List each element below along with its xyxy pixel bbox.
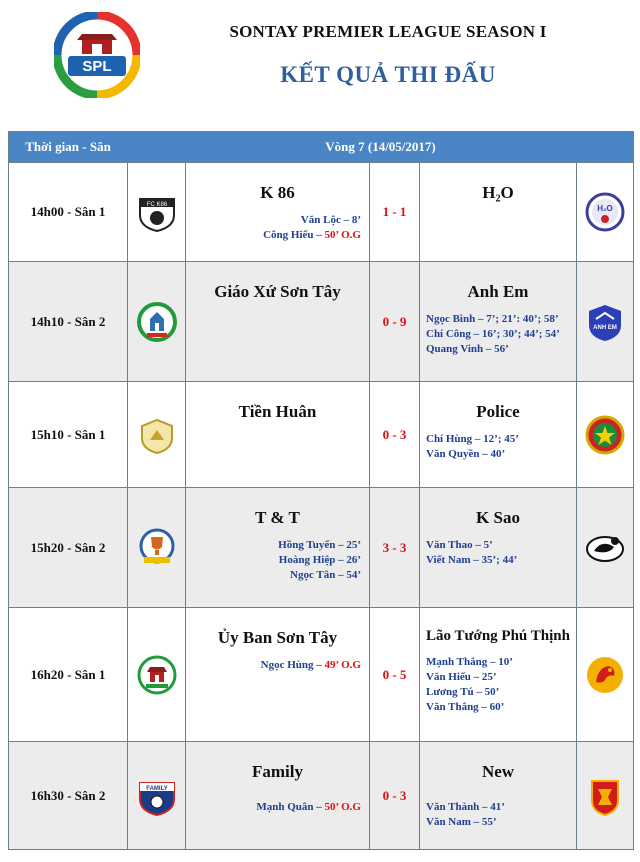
scorer: Văn Thắng – 60’ xyxy=(426,701,505,713)
match-row xyxy=(9,163,634,262)
home-team-name: Tiền Huân xyxy=(238,402,317,421)
match-time: 16h20 - Sân 1 xyxy=(9,608,128,742)
away-team-name: H₂O xyxy=(482,183,514,202)
home-team-name: T & T xyxy=(255,508,300,527)
home-team-name: Family xyxy=(252,762,303,781)
svg-text:FAMILY: FAMILY xyxy=(145,785,168,792)
new-crest-icon xyxy=(584,775,626,817)
away-scorers xyxy=(420,538,576,568)
match-time: 15h10 - Sân 1 xyxy=(9,382,128,488)
uy-ban-crest-icon xyxy=(136,654,178,696)
scorer: Mạnh Quân – 50’ O.G xyxy=(256,801,361,813)
col-header-time: Thời gian - Sân xyxy=(9,132,128,163)
scorer: Ngọc Tân – 54’ xyxy=(290,569,361,581)
match-time: 16h30 - Sân 2 xyxy=(9,742,128,850)
scorer: Chí Hùng – 12’; 45’ xyxy=(426,433,519,445)
home-team-name: K 86 xyxy=(260,183,295,202)
home-scorers xyxy=(186,800,369,815)
anh-em-crest-icon xyxy=(584,301,626,343)
col-header-round: Vòng 7 (14/05/2017) xyxy=(128,132,634,163)
away-team-name: K Sao xyxy=(476,508,520,527)
logo-text: SPL xyxy=(82,58,112,75)
h2o-crest-icon xyxy=(584,191,626,233)
tt-trophy-crest-icon xyxy=(136,527,178,569)
match-time: 14h00 - Sân 1 xyxy=(9,163,128,262)
scorer: Chí Công – 16’; 30’; 44’; 54’ xyxy=(426,328,560,340)
scorer: Viết Nam – 35’; 44’ xyxy=(426,554,518,566)
match-score: 0 - 9 xyxy=(370,262,420,382)
giao-xu-crest-icon xyxy=(136,301,178,343)
scorer: Văn Quyền – 40’ xyxy=(426,448,506,460)
match-time: 15h20 - Sân 2 xyxy=(9,488,128,608)
scorer: Văn Thành – 41’ xyxy=(426,801,505,813)
home-scorers xyxy=(186,213,369,243)
scorer: Văn Hiếu – 25’ xyxy=(426,671,497,683)
scorer: Hồng Tuyến – 25’ xyxy=(278,539,361,551)
away-scorers xyxy=(420,312,576,357)
scorer: Ngọc Hùng – 49’ O.G xyxy=(260,659,361,671)
k86-crest-icon xyxy=(136,191,178,233)
svg-text:ANH EM: ANH EM xyxy=(593,324,617,331)
home-team-name: Giáo Xứ Sơn Tây xyxy=(214,282,341,301)
away-team-name: New xyxy=(481,762,515,781)
svg-text:FC K86: FC K86 xyxy=(146,202,167,208)
scorer: Văn Lộc – 8’ xyxy=(300,214,361,226)
svg-text:H₂O: H₂O xyxy=(597,204,613,213)
match-row xyxy=(9,262,634,382)
match-row xyxy=(9,742,634,850)
away-team-name: Police xyxy=(476,402,520,421)
scorer: Quang Vinh – 56’ xyxy=(426,343,509,355)
scorer: Ngọc Bình – 7’; 21’: 40’; 58’ xyxy=(426,313,559,325)
away-team-name: Anh Em xyxy=(467,282,529,301)
match-score: 3 - 3 xyxy=(370,488,420,608)
family-crest-icon xyxy=(136,775,178,817)
lao-tuong-crest-icon xyxy=(584,654,626,696)
page-heading: KẾT QUẢ THI ĐẤU xyxy=(280,62,496,87)
match-row xyxy=(9,488,634,608)
league-title: SONTAY PREMIER LEAGUE SEASON I xyxy=(229,22,547,41)
scorer: Hoàng Hiệp – 26’ xyxy=(278,554,361,566)
match-score: 0 - 3 xyxy=(370,742,420,850)
home-scorers xyxy=(186,538,369,583)
police-crest-icon xyxy=(584,414,626,456)
results-table xyxy=(8,131,634,850)
away-scorers xyxy=(420,800,576,830)
away-team-name: Lão Tướng Phú Thịnh xyxy=(426,628,570,644)
tien-huan-crest-icon xyxy=(136,414,178,456)
scorer: Mạnh Thắng – 10’ xyxy=(426,656,513,668)
match-time: 14h10 - Sân 2 xyxy=(9,262,128,382)
match-row xyxy=(9,608,634,742)
away-scorers xyxy=(420,655,576,715)
scorer: Văn Thao – 5’ xyxy=(426,539,493,551)
match-score: 0 - 5 xyxy=(370,608,420,742)
match-row xyxy=(9,382,634,488)
home-team-name: Ủy Ban Sơn Tây xyxy=(217,628,338,647)
away-scorers xyxy=(420,432,576,462)
k-sao-crest-icon xyxy=(584,527,626,569)
scorer: Lương Tú – 50’ xyxy=(426,686,500,698)
home-scorers xyxy=(186,658,369,673)
spl-logo xyxy=(54,12,140,98)
scorer: Văn Nam – 55’ xyxy=(426,816,497,828)
match-score: 1 - 1 xyxy=(370,163,420,262)
match-score: 0 - 3 xyxy=(370,382,420,488)
scorer: Công Hiếu – 50’ O.G xyxy=(263,229,361,241)
